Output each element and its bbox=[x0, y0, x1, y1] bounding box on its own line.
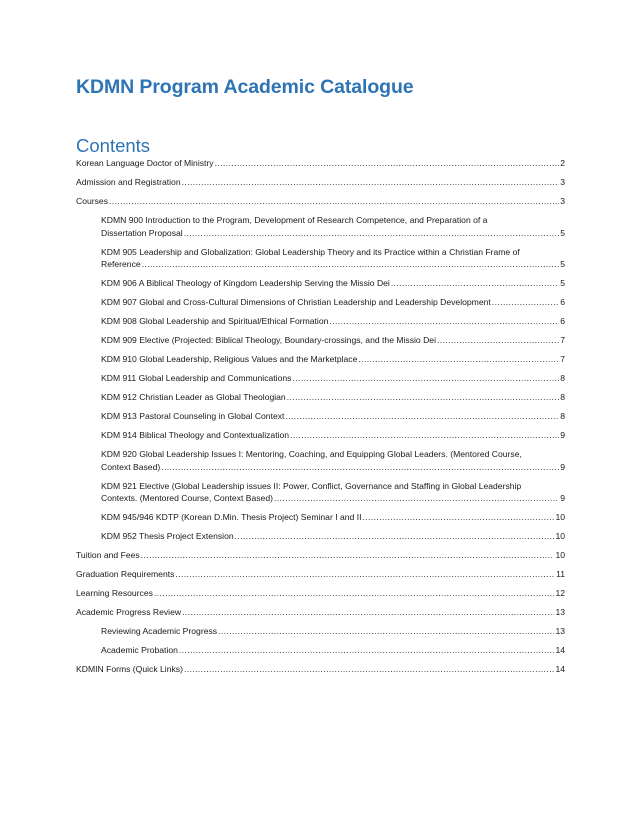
toc-entry-row bbox=[76, 549, 565, 562]
dot-leader bbox=[292, 372, 559, 385]
toc-entry-title: Dissertation Proposal bbox=[101, 227, 183, 238]
toc-entry-title: KDM 909 Elective (Projected: Biblical Theology, Boundary-crossings, and the Missio Dei bbox=[101, 335, 436, 346]
toc-entry-title: KDM 907 Global and Cross-Cultural Dimensions of Christian Leadership and Leadership Development bbox=[101, 297, 491, 308]
dot-leader bbox=[184, 663, 554, 676]
toc-entry-title: Tuition and Fees bbox=[76, 550, 140, 561]
toc-page-number: 7 bbox=[560, 335, 565, 346]
toc-entry-title: Contexts. (Mentored Course, Context Based) bbox=[101, 493, 273, 504]
toc-entry[interactable] bbox=[101, 246, 565, 271]
dot-leader bbox=[182, 606, 554, 619]
dot-leader bbox=[287, 391, 560, 404]
toc-entry-title: KDM 945/946 KDTP (Korean D.Min. Thesis Project) Seminar I and II bbox=[101, 512, 362, 523]
toc-entry-row bbox=[76, 568, 565, 581]
toc-page-number: 10 bbox=[555, 531, 565, 542]
toc-entry[interactable] bbox=[101, 410, 565, 423]
toc-entry-row bbox=[101, 644, 565, 657]
toc-entry[interactable] bbox=[101, 353, 565, 366]
toc-entry-title: KDMIN Forms (Quick Links) bbox=[76, 664, 183, 674]
toc-entry-row bbox=[101, 227, 565, 240]
toc-entry-row bbox=[101, 334, 565, 347]
toc-entry-title: Academic Progress Review bbox=[76, 607, 182, 618]
toc-page-number: 11 bbox=[556, 569, 565, 580]
toc-entry-row bbox=[76, 195, 565, 208]
toc-entry[interactable] bbox=[101, 391, 565, 404]
toc-page-number: 9 bbox=[560, 429, 565, 440]
toc-entry-row bbox=[101, 511, 565, 524]
toc-page-number: 9 bbox=[560, 493, 565, 504]
document-title: KDMN Program Academic Catalogue bbox=[76, 76, 414, 98]
toc-page-number: 10 bbox=[555, 512, 565, 523]
toc-entry[interactable] bbox=[101, 429, 565, 442]
toc-entry-title-line: KDM 905 Leadership and Globalization: Global Leadership Theory and its Practice within a Christian Frame of bbox=[101, 246, 520, 257]
toc-entry-title: KDM 914 Biblical Theology and Contextualization bbox=[101, 429, 290, 440]
toc-entry-row bbox=[101, 530, 565, 543]
toc-page-number: 8 bbox=[560, 392, 565, 403]
toc-entry-row bbox=[101, 277, 565, 290]
toc-entry-title-line: KDM 920 Global Leadership Issues I: Mentoring, Coaching, and Equipping Global Leaders. (Mentored Course, bbox=[101, 448, 522, 459]
toc-page-number: 8 bbox=[560, 411, 565, 421]
toc-entry-title: KDM 912 Christian Leader as Global Theologian bbox=[101, 392, 286, 403]
dot-leader bbox=[141, 549, 555, 562]
toc-entry[interactable] bbox=[76, 157, 565, 170]
toc-entry[interactable] bbox=[101, 315, 565, 328]
toc-entry[interactable] bbox=[76, 587, 565, 600]
toc-entry-row bbox=[76, 587, 565, 600]
toc-entry-title: Graduation Requirements bbox=[76, 569, 175, 580]
toc-entry-title: KDM 913 Pastoral Counseling in Global Context bbox=[101, 411, 285, 421]
toc-entry-row bbox=[101, 492, 565, 505]
toc-entry-title: KDM 906 A Biblical Theology of Kingdom Leadership Serving the Missio Dei bbox=[101, 278, 390, 289]
toc-entry-title: KDM 908 Global Leadership and Spiritual/Ethical Formation bbox=[101, 316, 329, 327]
toc-entry[interactable] bbox=[101, 372, 565, 385]
toc-entry[interactable] bbox=[76, 195, 565, 208]
dot-leader bbox=[285, 410, 559, 423]
toc-entry[interactable] bbox=[101, 277, 565, 290]
dot-leader bbox=[391, 277, 559, 290]
toc-entry-row bbox=[101, 429, 565, 442]
toc-page-number: 3 bbox=[560, 176, 565, 187]
toc-page-number: 12 bbox=[555, 588, 565, 599]
dot-leader bbox=[184, 227, 560, 240]
toc-page-number: 10 bbox=[555, 550, 565, 561]
toc-entry-row bbox=[76, 157, 565, 170]
dot-leader bbox=[437, 334, 559, 347]
dot-leader bbox=[109, 195, 559, 208]
table-of-contents bbox=[76, 157, 565, 682]
toc-entry[interactable] bbox=[101, 448, 565, 473]
toc-heading: Contents bbox=[76, 135, 151, 156]
toc-page-number: 6 bbox=[560, 316, 565, 327]
toc-entry-title: Reference bbox=[101, 259, 141, 270]
toc-page-number: 2 bbox=[560, 158, 565, 168]
toc-entry-row bbox=[101, 296, 565, 309]
toc-entry-title: Admission and Registration bbox=[76, 176, 181, 187]
dot-leader bbox=[161, 461, 559, 474]
dot-leader bbox=[175, 568, 555, 581]
toc-entry-row bbox=[76, 606, 565, 619]
dot-leader bbox=[142, 258, 560, 271]
toc-entry-row bbox=[101, 372, 565, 385]
toc-entry-title-line: KDM 921 Elective (Global Leadership issues II: Power, Conflict, Governance and Staffing in Global Leadership bbox=[101, 480, 522, 491]
toc-page-number: 14 bbox=[555, 645, 565, 656]
toc-entry[interactable] bbox=[101, 625, 565, 638]
toc-entry-row bbox=[101, 315, 565, 328]
toc-entry[interactable] bbox=[101, 511, 565, 524]
dot-leader bbox=[492, 296, 559, 309]
dot-leader bbox=[215, 157, 560, 170]
dot-leader bbox=[235, 530, 555, 543]
toc-entry-row bbox=[101, 461, 565, 474]
toc-page-number: 13 bbox=[555, 626, 565, 637]
toc-entry[interactable] bbox=[76, 568, 565, 581]
toc-entry[interactable] bbox=[76, 663, 565, 676]
dot-leader bbox=[362, 511, 554, 524]
toc-entry[interactable] bbox=[101, 334, 565, 347]
toc-entry[interactable] bbox=[76, 176, 565, 189]
toc-entry-title: Korean Language Doctor of Ministry bbox=[76, 158, 214, 168]
toc-entry[interactable] bbox=[76, 606, 565, 619]
toc-entry-row bbox=[101, 353, 565, 366]
toc-entry-row bbox=[76, 176, 565, 189]
toc-page-number: 6 bbox=[560, 297, 565, 308]
toc-entry[interactable] bbox=[101, 480, 565, 505]
toc-entry-title: Context Based) bbox=[101, 461, 161, 472]
toc-entry[interactable] bbox=[101, 644, 565, 657]
toc-entry-title: KDM 911 Global Leadership and Communications bbox=[101, 373, 292, 384]
dot-leader bbox=[182, 176, 560, 189]
toc-entry[interactable] bbox=[101, 296, 565, 309]
toc-entry-title: Academic Probation bbox=[101, 645, 178, 656]
toc-page-number: 13 bbox=[555, 607, 565, 618]
dot-leader bbox=[218, 625, 554, 638]
toc-page-number: 8 bbox=[560, 373, 565, 384]
toc-page-number: 14 bbox=[555, 664, 565, 674]
toc-entry[interactable] bbox=[76, 549, 565, 562]
toc-entry[interactable] bbox=[101, 214, 565, 239]
toc-entry-title: Learning Resources bbox=[76, 588, 153, 599]
dot-leader bbox=[179, 644, 555, 657]
toc-page-number: 7 bbox=[560, 354, 565, 365]
dot-leader bbox=[290, 429, 559, 442]
toc-entry-row bbox=[101, 258, 565, 271]
toc-page-number: 9 bbox=[560, 461, 565, 472]
toc-entry-row bbox=[101, 391, 565, 404]
toc-entry-title: KDM 910 Global Leadership, Religious Values and the Marketplace bbox=[101, 354, 358, 365]
toc-entry-row bbox=[76, 663, 565, 676]
dot-leader bbox=[329, 315, 559, 328]
toc-entry-title-line: KDMN 900 Introduction to the Program, Development of Research Competence, and Preparation of a bbox=[101, 214, 488, 225]
dot-leader bbox=[154, 587, 555, 600]
toc-entry[interactable] bbox=[101, 530, 565, 543]
toc-entry-title: KDM 952 Thesis Project Extension bbox=[101, 531, 234, 542]
toc-entry-row bbox=[101, 625, 565, 638]
dot-leader bbox=[274, 492, 559, 505]
toc-entry-title: Courses bbox=[76, 195, 108, 206]
toc-page-number: 5 bbox=[560, 227, 565, 238]
toc-entry-row bbox=[101, 410, 565, 423]
toc-page-number: 5 bbox=[560, 259, 565, 270]
dot-leader bbox=[358, 353, 559, 366]
toc-page-number: 3 bbox=[560, 195, 565, 206]
toc-entry-title: Reviewing Academic Progress bbox=[101, 626, 218, 637]
toc-page-number: 5 bbox=[560, 278, 565, 289]
